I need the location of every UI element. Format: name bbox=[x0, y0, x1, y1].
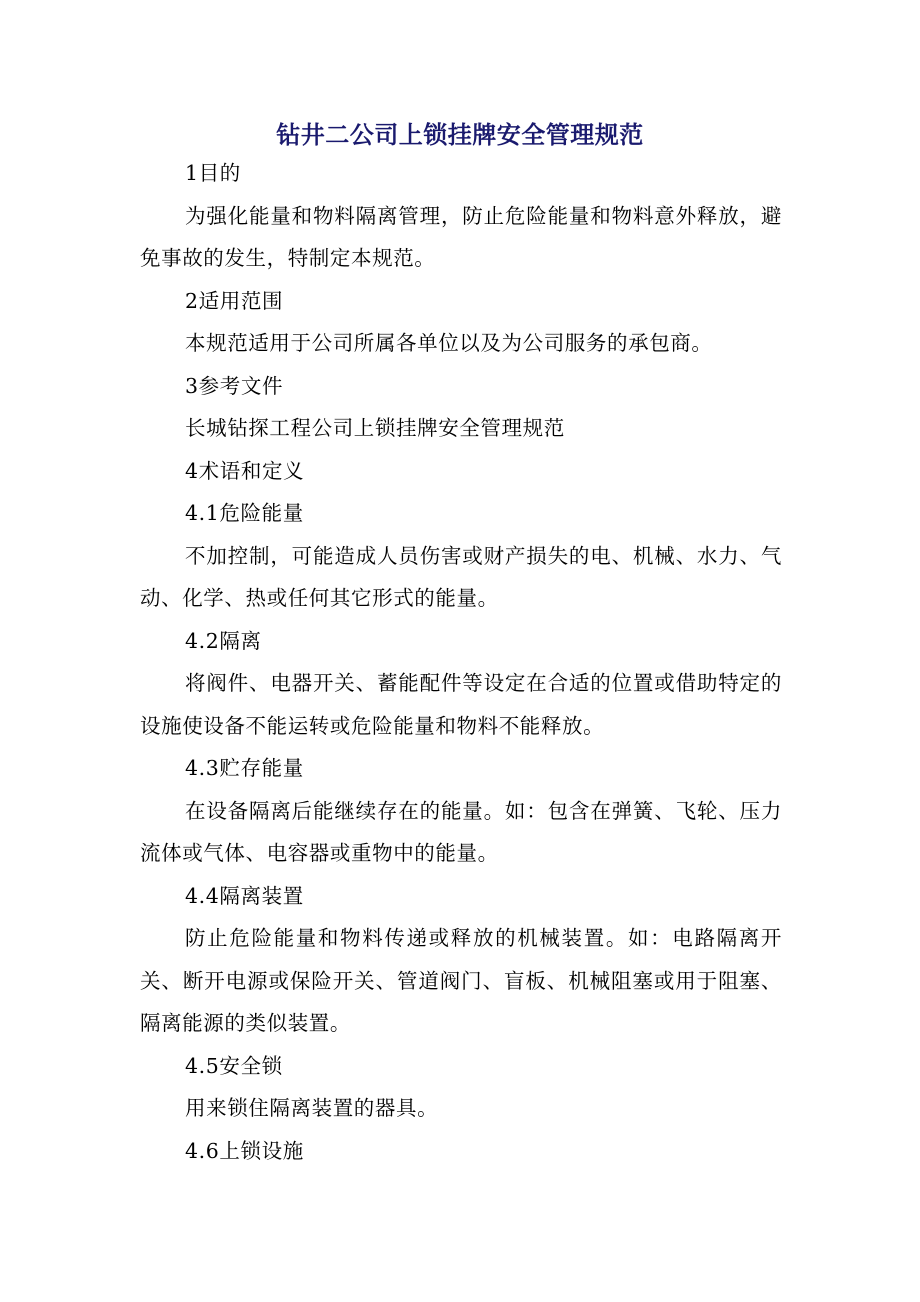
heading-purpose: 1目的 bbox=[185, 161, 241, 185]
heading-references: 3参考文件 bbox=[185, 373, 284, 398]
document-body bbox=[140, 152, 782, 1172]
heading-terms: 4术语和定义 bbox=[185, 458, 305, 483]
paragraph: 本规范适用于公司所属各单位以及为公司服务的承包商。 bbox=[185, 331, 713, 355]
subheading: 4.2隔离 bbox=[185, 628, 262, 653]
heading-scope: 2适用范围 bbox=[185, 288, 284, 313]
subheading: 4.5安全锁 bbox=[185, 1053, 283, 1078]
subheading: 4.4隔离装置 bbox=[185, 883, 304, 908]
paragraph: 将阀件、电器开关、蓄能配件等设定在合适的位置或借助特定的设施使设备不能运转或危险能量和物料不能释放。 bbox=[140, 671, 782, 738]
paragraph: 用来锁住隔离装置的器具。 bbox=[185, 1096, 439, 1120]
subheading: 4.3贮存能量 bbox=[185, 756, 304, 780]
paragraph: 在设备隔离后能继续存在的能量。如：包含在弹簧、飞轮、压力流体或气体、电容器或重物中的能量。 bbox=[140, 798, 782, 865]
paragraph: 为强化能量和物料隔离管理，防止危险能量和物料意外释放，避免事故的发生，特制定本规范。 bbox=[140, 203, 782, 270]
paragraph: 长城钻探工程公司上锁挂牌安全管理规范 bbox=[185, 416, 565, 440]
document-title: 钻井二公司上锁挂牌安全管理规范 bbox=[276, 121, 644, 149]
subheading: 4.1危险能量 bbox=[185, 501, 304, 525]
paragraph: 不加控制，可能造成人员伤害或财产损失的电、机械、水力、气动、化学、热或任何其它形式的能量。 bbox=[140, 543, 782, 610]
paragraph: 防止危险能量和物料传递或释放的机械装置。如：电路隔离开关、断开电源或保险开关、管道阀门、盲板、机械阻塞或用于阻塞、隔离能源的类似装置。 bbox=[140, 926, 782, 1035]
subheading: 4.6上锁设施 bbox=[185, 1138, 304, 1163]
